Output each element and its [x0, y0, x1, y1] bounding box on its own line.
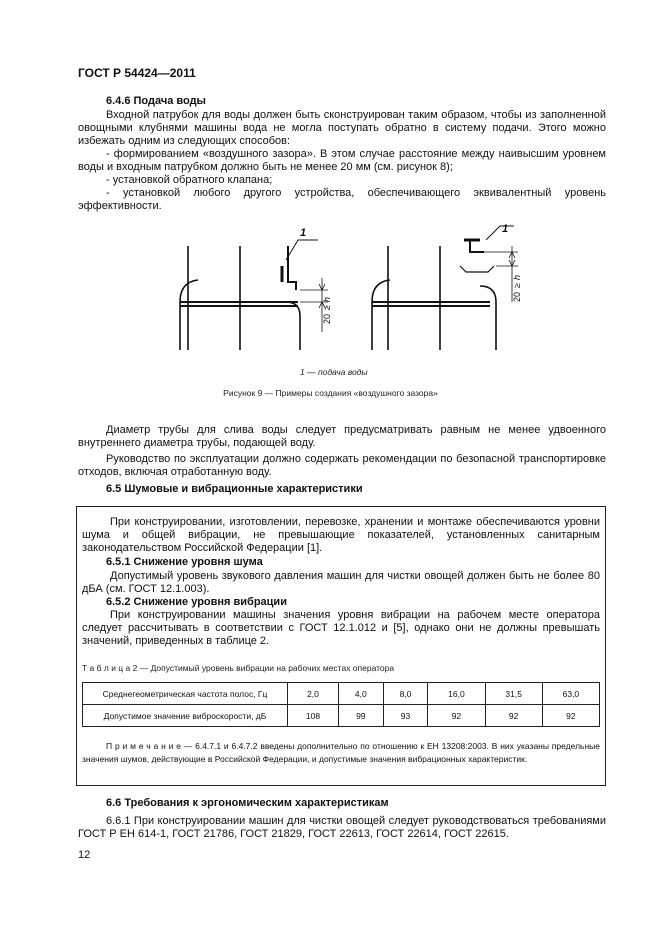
table-cell: 93 — [383, 705, 428, 727]
table-cell: 8,0 — [383, 683, 428, 705]
figure-air-gap-diagram — [150, 220, 530, 350]
table-cell: 92 — [485, 705, 542, 727]
table-note: П р и м е ч а н и е — 6.4.7.1 и 6.4.7.2 введены дополнительно по отношению к ЕН 13208:2003. В них указаны предельные значения шумов, действующие в Российской Федерации, и допустимые значения вибрационных характеристик. — [82, 741, 600, 764]
left-supply-pipe — [288, 246, 296, 290]
right-callout-line — [486, 226, 514, 240]
table-cell: 99 — [338, 705, 383, 727]
figure-legend: 1 — подача воды — [300, 367, 368, 377]
table-cell: 108 — [288, 705, 339, 727]
document-header: ГОСТ Р 54424—2011 — [78, 66, 196, 80]
left-callout-label: 1 — [300, 227, 307, 239]
table-cell: 92 — [542, 705, 599, 727]
vibration-table — [82, 682, 600, 727]
left-dim-var: h — [322, 296, 332, 302]
left-callout-line — [286, 240, 318, 260]
section-652-paragraph: При конструировании машины значения уровня вибрации на рабочем месте оператора следует рассчитывать в соответствии с ГОСТ 12.1.012 и [5], однако они не должны превышать значений, приведенных в таблице 2. — [82, 609, 600, 648]
table-row — [83, 705, 600, 727]
list-item-check-valve: - установкой обратного клапана; — [106, 174, 273, 186]
figure-caption: Рисунок 9 — Примеры создания «воздушного зазора» — [223, 388, 438, 398]
table-cell: 31,5 — [485, 683, 542, 705]
right-callout-label: 1 — [502, 223, 509, 235]
left-tank-left-wall — [180, 280, 198, 350]
right-tank-right-wall — [480, 286, 496, 350]
box-intro-paragraph: При конструировании, изготовлении, перевозке, хранении и монтаже обеспечиваются уровни шума и общей вибрации, не превышающие показателей, установленных санитарным законодательством Российской Федерации [1]. — [82, 516, 600, 555]
table-cell: 16,0 — [428, 683, 485, 705]
section-646-paragraph: Входной патрубок для воды должен быть сконструирован таким образом, чтобы из заполненной овощными клубнями машины вода не могла поступать обратно в систему подачи. Этого можно избежать одним из следующих способов: — [78, 109, 606, 148]
left-tank-right-wall — [286, 302, 300, 350]
list-item-other-device: - установкой любого другого устройства, обеспечивающего эквивалентный уровень эффективности. — [78, 187, 606, 213]
table-cell: 4,0 — [338, 683, 383, 705]
table-cell: 2,0 — [288, 683, 339, 705]
left-dim-mark: ≥ — [322, 305, 332, 310]
section-651-heading: 6.5.1 Снижение уровня шума — [106, 556, 263, 568]
table-row — [83, 683, 600, 705]
table-cell: Среднегеометрическая частота полос, Гц — [83, 683, 288, 705]
table-cell: 63,0 — [542, 683, 599, 705]
page-number: 12 — [78, 849, 91, 861]
right-supply-pipe — [470, 240, 484, 252]
table-cell: Допустимое значение виброскорости, дБ — [83, 705, 288, 727]
section-66-heading: 6.6 Требования к эргономическим характеристикам — [106, 797, 389, 809]
right-dim-value: 20 — [512, 291, 522, 302]
manual-paragraph: Руководство по эксплуатации должно содержать рекомендации по безопасной транспортировке отходов, включая отработанную воду. — [78, 453, 606, 479]
right-overflow-lip — [460, 266, 494, 272]
section-65-heading: 6.5 Шумовые и вибрационные характеристики — [106, 483, 363, 495]
section-651-paragraph: Допустимый уровень звукового давления машин для чистки овощей должен быть не более 80 дБА (см. ГОСТ 12.1.003). — [82, 570, 600, 596]
drain-pipe-paragraph: Диаметр трубы для слива воды следует предусматривать равным не менее удвоенного внутреннего диаметра трубы, подающей воду. — [78, 424, 606, 450]
section-652-heading: 6.5.2 Снижение уровня вибрации — [106, 596, 287, 608]
table-title: Т а б л и ц а 2 — Допустимый уровень вибрации на рабочих местах оператора — [82, 663, 395, 673]
right-dim-var: h — [512, 274, 522, 280]
section-646-heading: 6.4.6 Подача воды — [106, 95, 206, 107]
left-dim-value: 20 — [322, 313, 332, 324]
right-dim-mark: ≥ — [512, 283, 522, 288]
list-item-air-gap: - формированием «воздушного зазора». В этом случае расстояние между наивысшим уровнем воды и входным патрубком должно быть не менее 20 мм (см. рисунок 8); — [78, 148, 606, 174]
table-cell: 92 — [428, 705, 485, 727]
section-661-paragraph: 6.6.1 При конструировании машин для чистки овощей следует руководствоваться требованиями ГОСТ Р ЕН 614-1, ГОСТ 21786, ГОСТ 21829, ГОСТ 22613, ГОСТ 22614, ГОСТ 22615. — [78, 815, 606, 841]
